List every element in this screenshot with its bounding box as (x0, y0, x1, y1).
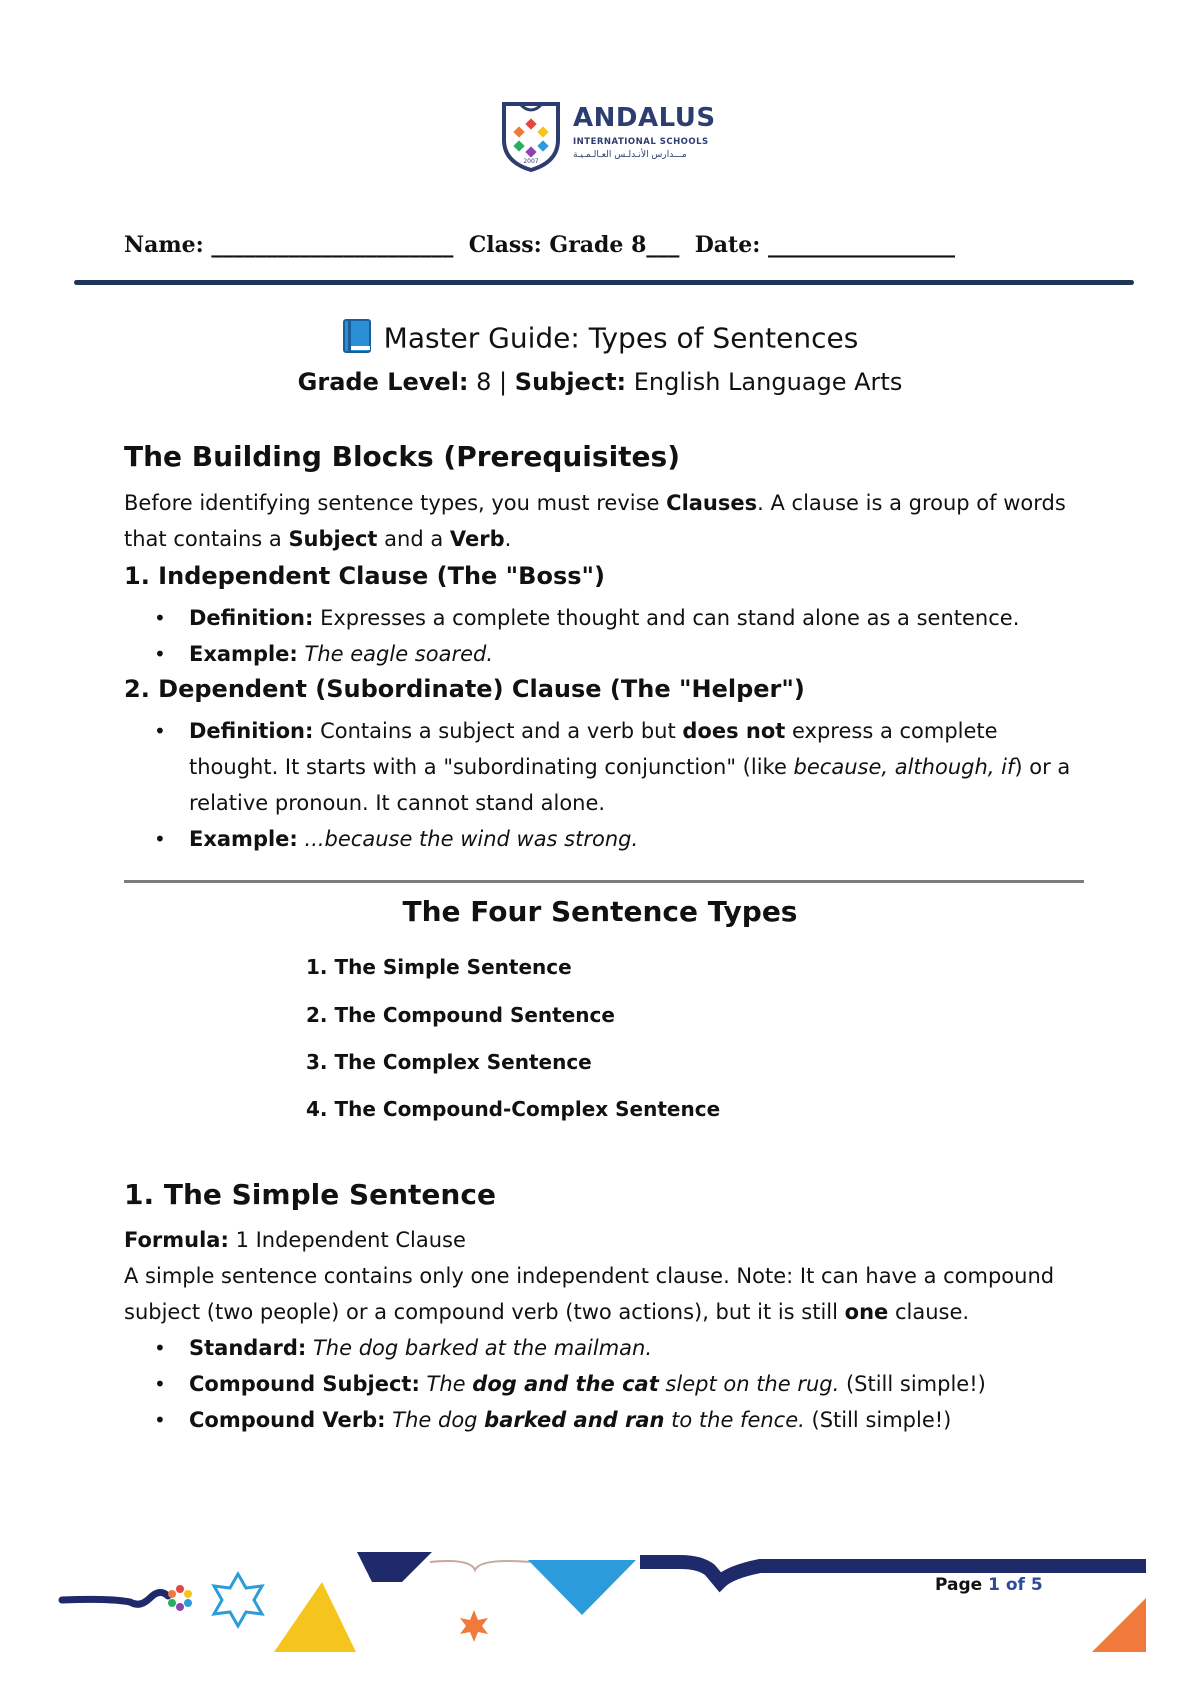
list-item (124, 821, 1084, 857)
standard-label: Standard: (189, 1336, 307, 1360)
footer-wave-right (640, 1562, 1146, 1582)
header-divider (74, 280, 1134, 285)
intro-verb: Verb (449, 527, 505, 551)
list-item (124, 1402, 1084, 1438)
type-item: 3. The Complex Sentence (306, 1050, 592, 1074)
example-label: Example: (189, 642, 298, 666)
logo-text-block (573, 104, 716, 160)
page-of: of (1005, 1575, 1025, 1595)
prereq-intro (124, 485, 1084, 557)
page-total: 5 (1030, 1575, 1043, 1595)
footer-yellow-triangle (274, 1582, 356, 1652)
intro-text: . A clause is a group of words that contains a (124, 491, 1066, 551)
list-item (124, 1366, 1084, 1402)
page-number (935, 1575, 1043, 1595)
intro-text: Before identifying sentence types, you must revise (124, 491, 667, 515)
logo-year: 2007 (523, 158, 539, 165)
footer-wave-left (62, 1592, 168, 1604)
footer-navy-shape (357, 1552, 432, 1582)
types-heading: The Four Sentence Types (402, 895, 798, 928)
intro-text: . (504, 527, 512, 551)
grade-value: 8 | (468, 368, 515, 396)
independent-list (124, 600, 1084, 672)
section-divider (124, 880, 1084, 883)
desc-bold: one (844, 1300, 889, 1324)
cverb-example (392, 1408, 805, 1432)
page-current: 1 (988, 1575, 1000, 1595)
logo-arabic: مـــدارس الأنـدلـس العـالـمـيـة (573, 150, 687, 160)
footer-star-icon (214, 1574, 262, 1626)
example-label: Example: (189, 827, 298, 851)
type-item: 1. The Simple Sentence (306, 955, 572, 979)
footer-blue-diamond (528, 1560, 636, 1615)
cverb-note: (Still simple!) (804, 1408, 952, 1432)
intro-clauses: Clauses (666, 491, 758, 515)
csubject-example (427, 1372, 840, 1396)
formula-label: Formula: (124, 1228, 229, 1252)
simple-formula (124, 1222, 1084, 1258)
logo-name: ANDALUS (573, 103, 716, 133)
csubject-note: (Still simple!) (839, 1372, 986, 1396)
definition-label: Definition: (189, 719, 314, 743)
definition-text: ) or a relative pronoun. It cannot stand alone. (189, 755, 1071, 815)
subtitle (0, 368, 1200, 396)
subject-value: English Language Arts (626, 368, 903, 396)
example-text: The eagle soared. (304, 642, 494, 666)
footer-flower-icon (168, 1585, 192, 1611)
simple-description (124, 1258, 1084, 1330)
page-label-text: Page (935, 1575, 983, 1595)
cverb-bold: barked and ran (484, 1408, 665, 1432)
dependent-heading: 2. Dependent (Subordinate) Clause (The "Helper") (124, 675, 805, 703)
definition-italic: because, although, if (793, 755, 1015, 779)
cverb-text: to the fence. (664, 1408, 805, 1432)
grade-label: Grade Level: (297, 368, 469, 396)
book-icon (342, 318, 374, 361)
definition-text: express a complete thought. It starts with a "subordinating conjunction" (like (189, 719, 998, 779)
example-text: ...because the wind was strong. (304, 827, 639, 851)
csubject-label: Compound Subject: (189, 1372, 420, 1396)
desc-text: A simple sentence contains only one independent clause. Note: It can have a compound subject (two people) or a compound verb (two actions), but it is still (124, 1264, 1055, 1324)
definition-label: Definition: (189, 606, 314, 630)
type-item: 2. The Compound Sentence (306, 1003, 615, 1027)
simple-heading: 1. The Simple Sentence (124, 1178, 496, 1211)
subject-label: Subject: (514, 368, 627, 396)
definition-bold: does not (682, 719, 786, 743)
school-logo (498, 100, 718, 176)
dependent-list (124, 713, 1084, 857)
csubject-text: The (426, 1372, 473, 1396)
cverb-text: The dog (392, 1408, 485, 1432)
simple-examples (124, 1330, 1084, 1438)
csubject-bold: dog and the cat (472, 1372, 659, 1396)
footer-thin-line (430, 1561, 530, 1570)
list-item (124, 636, 1084, 672)
footer-decoration (0, 1540, 1200, 1680)
list-item (124, 1330, 1084, 1366)
student-info-line: Name: ______________________ Class: Grade 8___ Date: _________________ (124, 232, 955, 258)
prereq-heading: The Building Blocks (Prerequisites) (124, 440, 681, 473)
list-item (124, 600, 1084, 636)
page-title (0, 318, 1200, 361)
intro-subject: Subject (288, 527, 378, 551)
footer-orange-star-icon (460, 1610, 488, 1642)
intro-text: and a (377, 527, 450, 551)
logo-subtitle: INTERNATIONAL SCHOOLS (573, 137, 709, 147)
definition-text: Expresses a complete thought and can stand alone as a sentence. (313, 606, 1020, 630)
standard-text: The dog barked at the mailman. (312, 1336, 653, 1360)
footer-orange-triangle (1092, 1598, 1146, 1652)
definition-text: Contains a subject and a verb but (313, 719, 683, 743)
type-item: 4. The Compound-Complex Sentence (306, 1097, 721, 1121)
csubject-text: slept on the rug. (658, 1372, 840, 1396)
independent-heading: 1. Independent Clause (The "Boss") (124, 562, 605, 590)
desc-text: clause. (888, 1300, 970, 1324)
shield-logo-icon (498, 100, 564, 172)
formula-text: 1 Independent Clause (228, 1228, 466, 1252)
title-text: Master Guide: Types of Sentences (383, 321, 859, 355)
cverb-label: Compound Verb: (189, 1408, 386, 1432)
list-item (124, 713, 1084, 821)
